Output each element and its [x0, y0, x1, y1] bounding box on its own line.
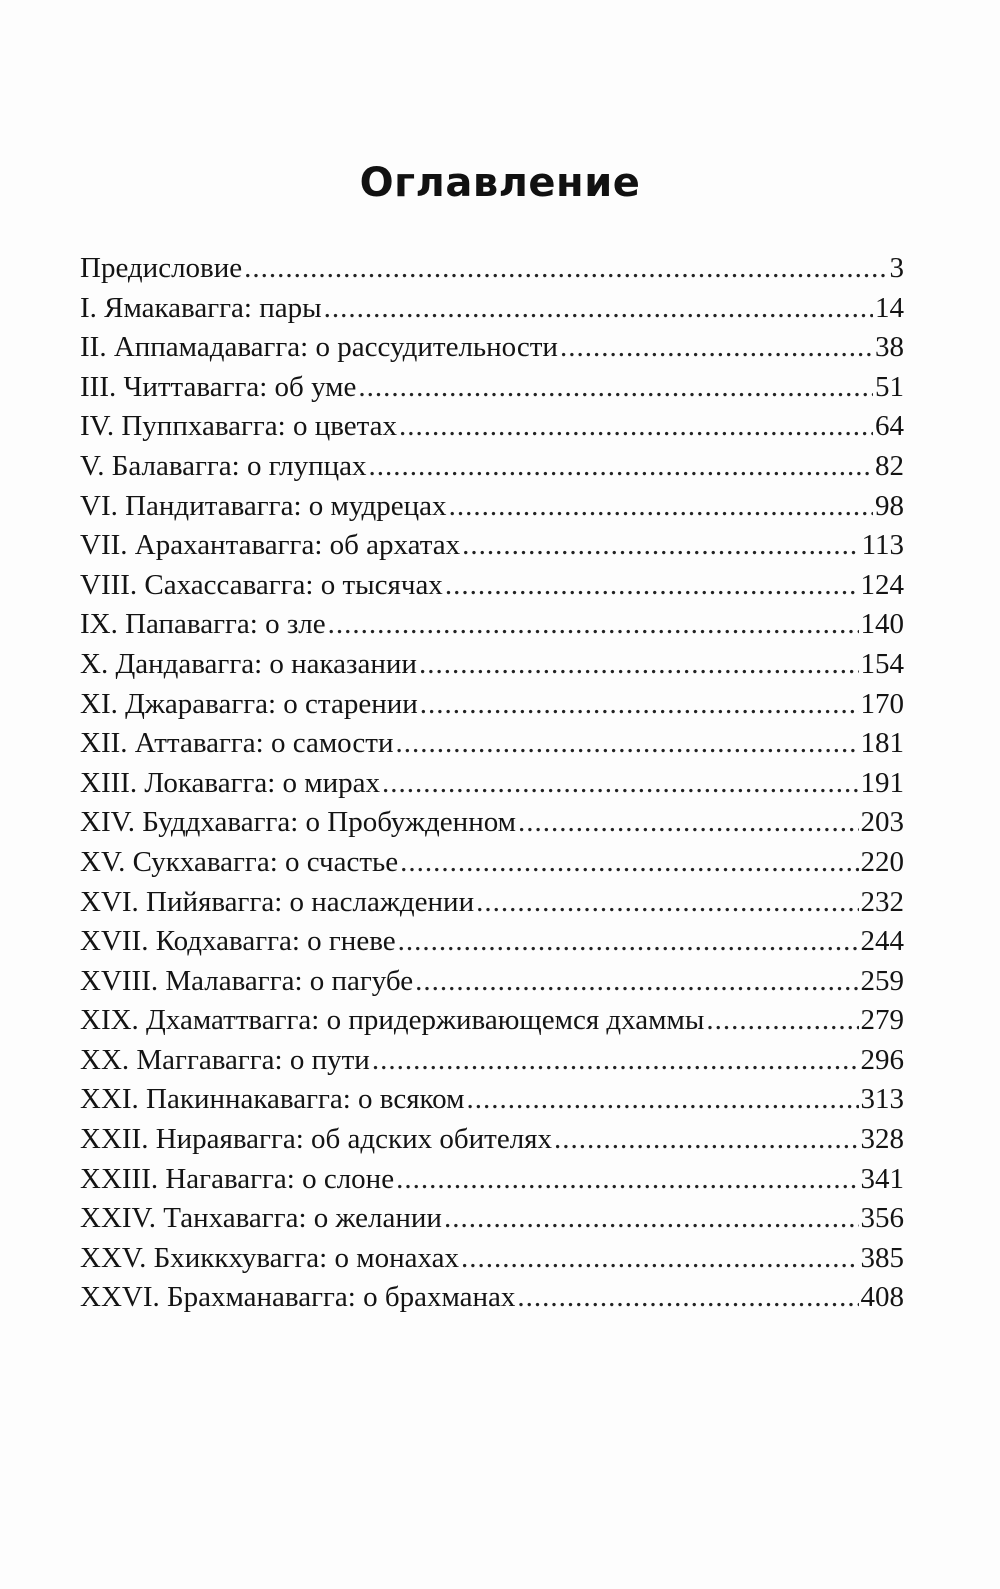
toc-entry-page-number: 328 — [860, 1123, 904, 1156]
toc-entry — [80, 371, 904, 411]
toc-entry-title: X. Дандавагга: о наказании — [80, 647, 417, 680]
toc-entry — [80, 569, 904, 609]
toc-entry — [80, 1083, 904, 1123]
toc-entry-title: XVI. Пийявагга: о наслаждении — [80, 885, 475, 918]
dot-leader — [399, 410, 873, 443]
toc-entry-page-number: 408 — [860, 1281, 904, 1314]
dot-leader — [518, 806, 858, 839]
toc-entry — [80, 1281, 904, 1321]
toc-entry-title: VIII. Сахассавагга: о тысячах — [80, 568, 443, 601]
toc-entry — [80, 1123, 904, 1163]
dot-leader — [554, 1123, 858, 1156]
toc-entry-page-number: 356 — [860, 1202, 904, 1235]
toc-entry-page-number: 154 — [860, 647, 904, 680]
dot-leader — [445, 569, 859, 602]
dot-leader — [382, 767, 858, 800]
toc-entry — [80, 806, 904, 846]
dot-leader — [706, 1004, 858, 1037]
dot-leader — [396, 1163, 858, 1196]
toc-entry-title: XI. Джаравагга: о старении — [80, 687, 418, 720]
toc-entry-page-number: 82 — [875, 449, 904, 482]
toc-entry — [80, 490, 904, 530]
toc-entry-title: III. Читтавагга: об уме — [80, 370, 357, 403]
dot-leader — [395, 727, 858, 760]
toc-entry-page-number: 124 — [860, 568, 904, 601]
dot-leader — [449, 490, 873, 523]
dot-leader — [244, 252, 887, 285]
toc-entry — [80, 529, 904, 569]
toc-entry-title: Предисловие — [80, 252, 243, 284]
dot-leader — [466, 1083, 858, 1116]
dot-leader — [328, 608, 859, 641]
toc-entry — [80, 292, 904, 332]
dot-leader — [560, 331, 873, 364]
dot-leader — [419, 648, 859, 681]
toc-entry-title: II. Аппамадавагга: о рассудительности — [80, 331, 558, 364]
toc-entry-page-number: 181 — [860, 727, 904, 760]
toc-entry-page-number: 98 — [875, 489, 904, 522]
toc-entry — [80, 410, 904, 450]
toc-entry-page-number: 341 — [860, 1162, 904, 1195]
toc-entry — [80, 925, 904, 965]
toc-entry-page-number: 170 — [860, 687, 904, 720]
toc-entry-page-number: 14 — [875, 291, 904, 324]
toc-entry-page-number: 259 — [860, 964, 904, 997]
dot-leader — [369, 450, 873, 483]
toc-entry-title: XVII. Кодхавагга: о гневе — [80, 925, 396, 958]
toc-entry-page-number: 51 — [875, 370, 904, 403]
toc-entry — [80, 965, 904, 1005]
toc-entry-page-number: 232 — [860, 885, 904, 918]
dot-leader — [420, 688, 859, 721]
toc-entry-title: XXI. Пакиннакавагга: о всяком — [80, 1083, 465, 1116]
dot-leader — [444, 1202, 859, 1235]
toc-entry — [80, 648, 904, 688]
toc-entry-title: XX. Маггавагга: о пути — [80, 1043, 370, 1076]
page-title: Оглавление — [359, 160, 641, 206]
toc-entry-title: XVIII. Малавагга: о пагубе — [80, 964, 414, 997]
toc-entry-title: XII. Аттавагга: о самости — [80, 727, 394, 760]
toc-entry-page-number: 296 — [860, 1043, 904, 1076]
toc-entry-page-number: 313 — [860, 1083, 904, 1116]
toc-entry-title: XXVI. Брахманавагга: о брахманах — [80, 1281, 516, 1314]
toc-entry-title: IX. Папавагга: о зле — [80, 608, 326, 641]
toc-entry — [80, 1163, 904, 1203]
toc-entry-page-number: 203 — [860, 806, 904, 839]
dot-leader — [400, 846, 858, 879]
toc-entry-page-number: 279 — [860, 1004, 904, 1037]
toc-entry-title: VII. Арахантавагга: об архатах — [80, 529, 461, 562]
toc-entry — [80, 727, 904, 767]
dot-leader — [358, 371, 873, 404]
toc-entry-title: XXII. Нираявагга: об адских обителях — [80, 1123, 553, 1156]
toc-entry-page-number: 38 — [875, 331, 904, 364]
toc-entry-title: XIX. Дхаматтвагга: о придерживающемся дхаммы — [80, 1004, 705, 1037]
toc-entry — [80, 886, 904, 926]
toc-entry — [80, 1202, 904, 1242]
toc-entry — [80, 1044, 904, 1084]
toc-entry-page-number: 113 — [861, 529, 904, 562]
toc-entry-title: XV. Сукхавагга: о счастье — [80, 845, 399, 878]
toc-entry — [80, 1242, 904, 1282]
toc-entry-page-number: 3 — [889, 252, 904, 284]
toc-entry-title: IV. Пуппхавагга: о цветах — [80, 410, 398, 443]
toc-entry — [80, 688, 904, 728]
dot-leader — [324, 292, 873, 325]
table-of-contents — [80, 252, 904, 1321]
dot-leader — [461, 1242, 859, 1275]
toc-entry-title: XIV. Буддхавагга: о Пробужденном — [80, 806, 517, 839]
toc-entry-title: XIII. Локавагга: о мирах — [80, 766, 381, 799]
toc-entry-page-number: 385 — [860, 1241, 904, 1274]
toc-entry — [80, 846, 904, 886]
toc-entry-title: I. Ямакавагга: пары — [80, 291, 322, 324]
toc-entry — [80, 767, 904, 807]
toc-entry — [80, 331, 904, 371]
toc-entry-page-number: 64 — [875, 410, 904, 443]
dot-leader — [462, 529, 859, 562]
toc-entry — [80, 450, 904, 490]
toc-entry-title: XXIV. Танхавагга: о желании — [80, 1202, 442, 1235]
dot-leader — [372, 1044, 859, 1077]
toc-entry-page-number: 244 — [860, 925, 904, 958]
toc-entry-page-number: 191 — [860, 766, 904, 799]
toc-entry-title: XXV. Бхиккхувагга: о монахах — [80, 1241, 459, 1274]
toc-entry — [80, 1004, 904, 1044]
dot-leader — [398, 925, 859, 958]
toc-entry-title: V. Балавагга: о глупцах — [80, 449, 367, 482]
toc-entry-title: VI. Пандитавагга: о мудрецах — [80, 489, 447, 522]
toc-entry-page-number: 140 — [860, 608, 904, 641]
dot-leader — [476, 886, 858, 919]
toc-entry — [80, 252, 904, 292]
dot-leader — [517, 1281, 858, 1314]
toc-entry-page-number: 220 — [860, 845, 904, 878]
toc-entry-title: XXIII. Нагавагга: о слоне — [80, 1162, 395, 1195]
dot-leader — [415, 965, 858, 998]
toc-entry — [80, 608, 904, 648]
